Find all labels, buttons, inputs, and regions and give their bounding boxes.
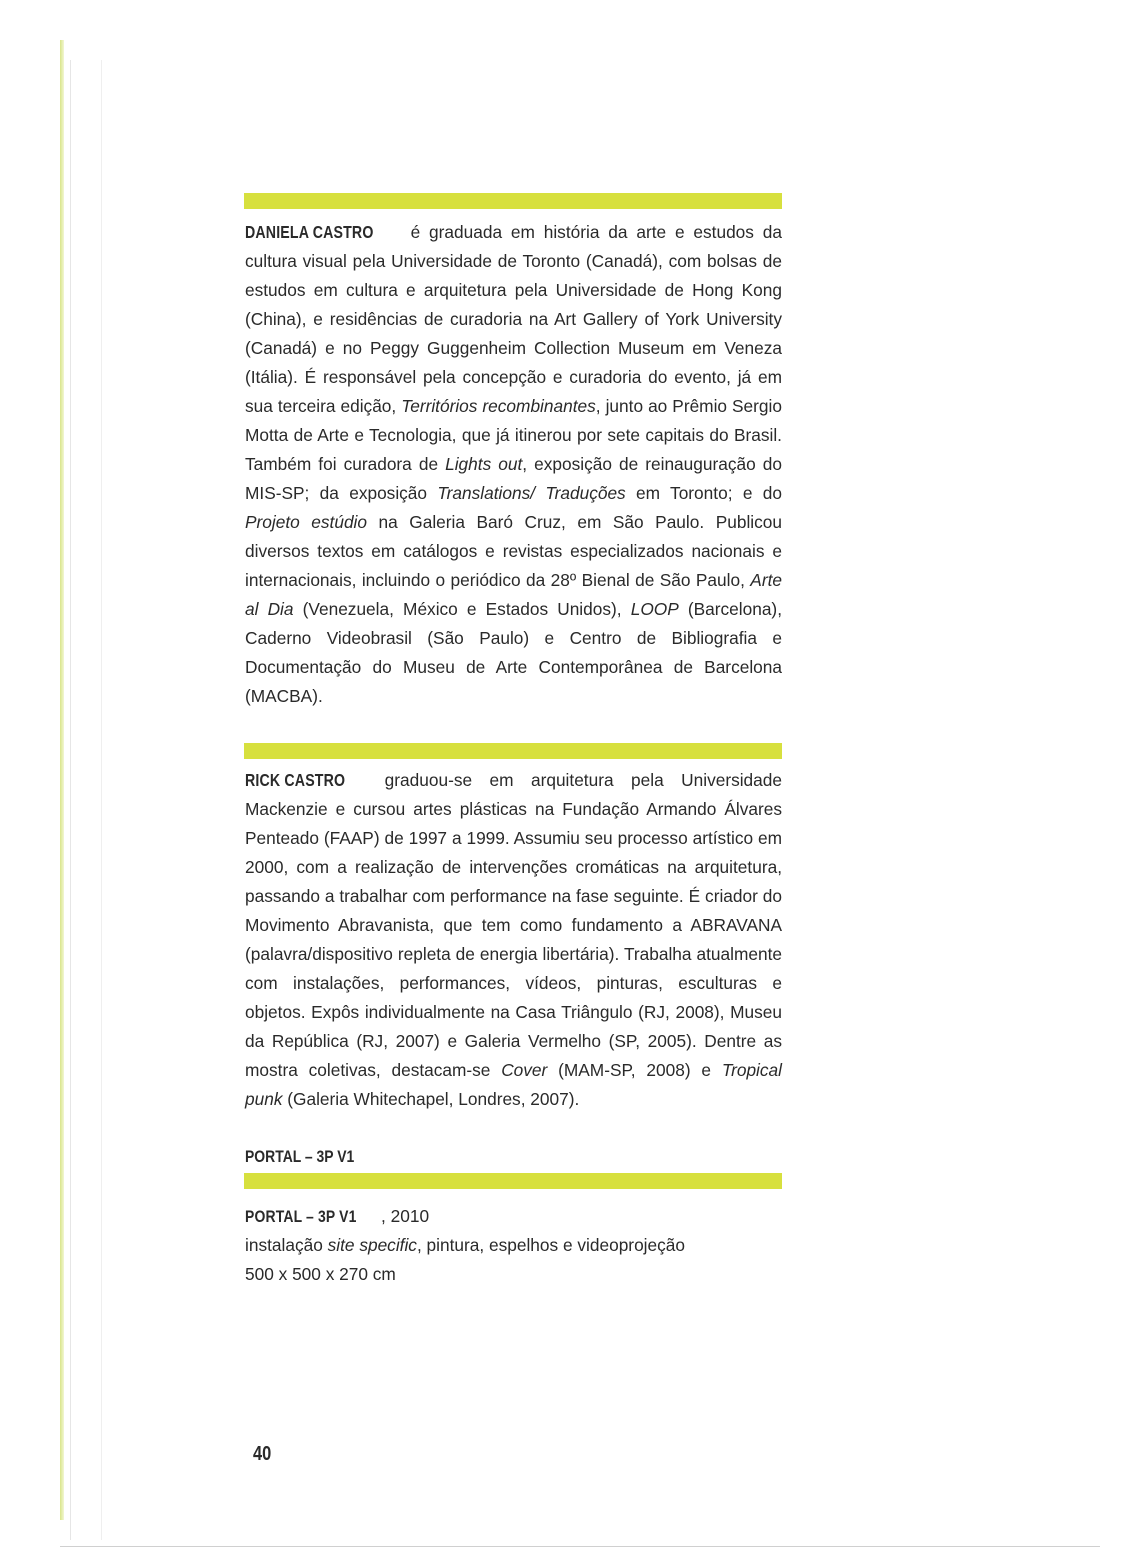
bio-text: , exposição de reinauguração do MIS-SP; da exposição xyxy=(245,454,782,503)
bio-text: é graduada em história da arte e estudos da cultura visual pela Universidade de Toronto (Canadá), com bolsas de estudos em cultura e arquitetura pela Universidade de Hong Kong (China), e residências de curadoria na Art Gallery of York University (Canadá) e no Peggy Guggenheim Collection Museum em Veneza (Itália). É responsável pela concepção e curadoria do evento, já em sua terceira edição, xyxy=(245,222,782,416)
work-medium xyxy=(245,1231,805,1260)
bio-italic: Territórios recombinantes xyxy=(401,396,596,416)
bio-text: na Galeria Baró Cruz, em São Paulo. Publicou diversos textos em catálogos e revistas especializados nacionais e internacionais, incluindo o periódico da 28º Bienal de São Paulo, xyxy=(245,512,782,590)
accent-bar-2 xyxy=(244,743,782,759)
bio-italic: LOOP xyxy=(630,599,679,619)
bio-italic: Arte al Dia xyxy=(245,570,782,619)
bio-daniela-castro xyxy=(245,218,782,711)
work-title: PORTAL – 3P V1 xyxy=(245,1207,357,1226)
page-binding-lines xyxy=(70,60,102,1540)
work-caption xyxy=(245,1202,805,1289)
work-year: , 2010 xyxy=(381,1206,430,1226)
accent-bar-3 xyxy=(244,1173,782,1189)
accent-bar-1 xyxy=(244,193,782,209)
bio-italic: Cover xyxy=(501,1060,548,1080)
medium-italic: site specific xyxy=(327,1235,417,1255)
page-bottom-edge xyxy=(60,1546,1100,1547)
bio-name: DANIELA CASTRO xyxy=(245,222,374,242)
bio-name: RICK CASTRO xyxy=(245,770,346,790)
bio-italic: Lights out xyxy=(445,454,523,474)
bio-italic: Tropical punk xyxy=(245,1060,782,1109)
bio-italic: Translations/ Traduções xyxy=(437,483,626,503)
medium-text: , pintura, espelhos e videoprojeção xyxy=(416,1235,685,1255)
bio-text: , junto ao Prêmio Sergio Motta de Arte e Tecnologia, que já itinerou por sete capitais do Brasil. Também foi curadora de xyxy=(245,396,782,474)
bio-text: (Galeria Whitechapel, Londres, 2007). xyxy=(282,1089,580,1109)
bio-text: em Toronto; e do xyxy=(625,483,782,503)
bio-text: (Barcelona), Caderno Videobrasil (São Paulo) e Centro de Bibliografia e Documentação do Museu de Arte Contemporânea de Barcelona (MACBA). xyxy=(245,599,782,706)
bio-text: graduou-se em arquitetura pela Universidade Mackenzie e cursou artes plásticas na Fundação Armando Álvares Penteado (FAAP) de 1997 a 1999. Assumiu seu processo artístico em 2000, com a realização de intervenções cromáticas na arquitetura, passando a trabalhar com performance na fase seguinte. É criador do Movimento Abravanista, que tem como fundamento a ABRAVANA (palavra/dispositivo repleta de energia libertária). Trabalha atualmente com instalações, performances, vídeos, pinturas, esculturas e objetos. Expôs individualmente na Casa Triângulo (RJ, 2008), Museu da República (RJ, 2007) e Galeria Vermelho (SP, 2005). Dentre as mostra coletivas, destacam-se xyxy=(245,770,782,1080)
bio-rick-castro xyxy=(245,766,782,1114)
work-heading: PORTAL – 3P V1 xyxy=(245,1147,355,1166)
work-dimensions: 500 x 500 x 270 cm xyxy=(245,1264,396,1284)
bio-italic: Projeto estúdio xyxy=(245,512,368,532)
page-number: 40 xyxy=(253,1443,272,1465)
bio-text: (MAM-SP, 2008) e xyxy=(547,1060,722,1080)
medium-text: instalação xyxy=(245,1235,328,1255)
page-binding-edge xyxy=(60,40,64,1520)
bio-text: (Venezuela, México e Estados Unidos), xyxy=(293,599,631,619)
work-title-line xyxy=(245,1202,805,1231)
